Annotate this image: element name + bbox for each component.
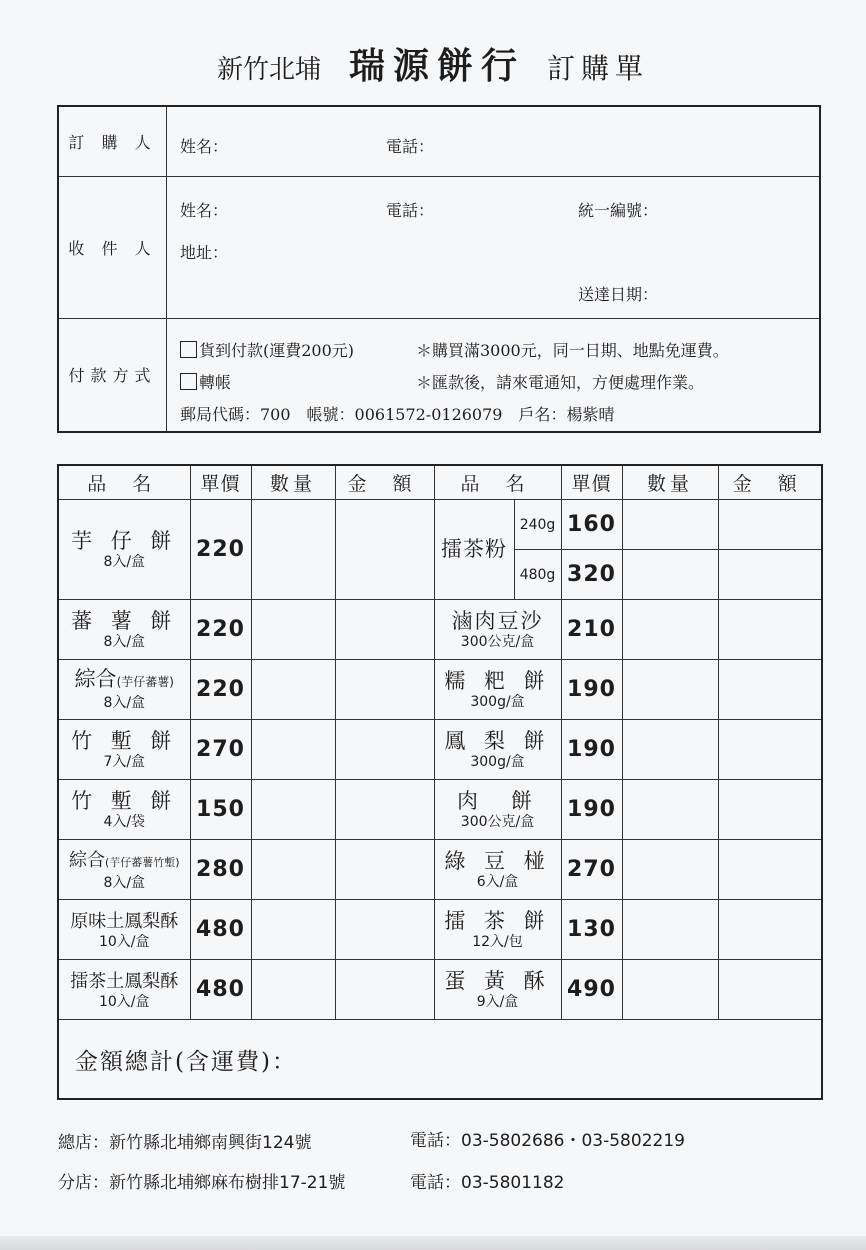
tax-id-label: 統一編號： [578,200,659,220]
product-cell [434,780,561,840]
product-package: 300g/盒 [470,693,525,710]
product-name: 肉 餅 [457,788,538,813]
product-name: 原味土鳳梨酥 [70,910,179,932]
product-cell [434,960,561,1020]
product-name: 擂 茶 餅 [444,908,551,933]
branch-store-phone: 電話：03-5801182 [410,1173,565,1193]
product-name: 竹 塹 餅 [71,728,178,753]
qty-input[interactable] [622,840,718,900]
delivery-date-label: 送達日期： [578,284,659,304]
amount-input[interactable] [718,840,822,900]
qty-input[interactable] [622,720,718,780]
paper-bottom-edge [0,1236,866,1250]
product-name [59,667,190,695]
amount-input[interactable] [718,550,822,600]
product-cell [58,960,190,1020]
product-package: 6入/盒 [476,873,519,890]
document-name: 訂購單 [547,52,650,85]
product-name: 擂茶土鳳梨酥 [70,970,179,992]
product-cell [58,500,190,600]
transfer-label: 轉帳 [199,372,232,392]
branch-store-address: 分店：新竹縣北埔鄉麻布樹排17-21號 [58,1173,346,1193]
product-cell [58,840,190,900]
table-row [58,500,822,550]
product-package: 8入/盒 [103,695,146,711]
product-package: 300公克/盒 [460,633,535,650]
product-cell [58,900,190,960]
payment-fields [167,318,821,432]
product-cell [58,660,190,720]
product-price: 270 [190,720,251,780]
col-name-right: 品 名 [434,465,561,500]
payment-label: 付款方式 [58,318,167,432]
product-name: 蛋 黃 酥 [444,968,551,993]
product-name-note: (芋仔蕃薯) [116,675,174,689]
shop-name: 瑞源餅行 [348,46,525,87]
product-name: 擂茶粉 [441,537,507,561]
product-price: 490 [561,960,622,1020]
weight-option: 240g [514,500,561,550]
product-name: 糯 粑 餅 [444,668,551,693]
product-package: 300公克/盒 [460,813,535,830]
amount-input[interactable] [718,600,822,660]
product-cell [58,600,190,660]
main-store-info [58,1128,685,1153]
product-price: 190 [561,780,622,840]
product-price: 280 [190,840,251,900]
product-package: 9入/盒 [476,993,519,1010]
product-name-main: 綜合 [74,667,117,691]
orderer-fields[interactable] [167,106,821,176]
product-package: 10入/盒 [98,933,150,950]
product-package: 10入/盒 [98,993,150,1010]
qty-input[interactable] [251,720,335,780]
col-qty-left: 數量 [251,465,335,500]
product-package: 8入/盒 [103,633,146,650]
product-name: 鳳 梨 餅 [444,728,551,753]
product-package: 8入/盒 [103,874,146,891]
qty-input[interactable] [251,840,335,900]
product-name: 滷肉豆沙 [451,608,544,633]
product-price: 210 [561,600,622,660]
qty-input[interactable] [251,900,335,960]
table-row [58,840,822,900]
product-price: 150 [190,780,251,840]
qty-input[interactable] [622,780,718,840]
product-name: 芋 仔 餅 [71,528,178,553]
col-price-right: 單價 [561,465,622,500]
product-package: 4入/袋 [103,813,146,830]
product-price: 480 [190,960,251,1020]
product-price: 130 [561,900,622,960]
table-row [58,720,822,780]
product-table [57,464,823,1100]
product-package: 300g/盒 [470,753,525,770]
qty-input[interactable] [622,500,718,550]
product-price: 190 [561,660,622,720]
amount-input[interactable] [718,960,822,1020]
product-cell [434,720,561,780]
bank-account-info: 郵局代碼：700 帳號：0061572-0126079 戶名：楊紫晴 [180,404,615,424]
qty-input[interactable] [622,900,718,960]
product-price: 160 [561,500,622,550]
product-name-main: 綜合 [68,849,105,871]
product-package: 7入/盒 [103,753,146,770]
table-row [58,900,822,960]
product-cell [434,660,561,720]
transfer-checkbox[interactable] [180,373,197,390]
branch-store-info [58,1168,565,1193]
product-price: 220 [190,500,251,600]
title-prefix: 新竹北埔 [216,55,321,85]
qty-input[interactable] [251,600,335,660]
product-price: 220 [190,660,251,720]
total-label: 金額總計(含運費)： [75,1048,297,1075]
main-store-address: 總店：新竹縣北埔鄉南興街124號 [58,1133,312,1153]
product-price: 320 [561,550,622,600]
amount-input[interactable] [335,720,434,780]
product-price: 220 [190,600,251,660]
qty-input[interactable] [251,500,335,600]
free-shipping-note: ＊購買滿3000元，同一日期、地點免運費。 [416,340,729,360]
amount-input[interactable] [718,900,822,960]
product-name: 綠 豆 椪 [444,848,551,873]
main-store-phone: 電話：03-5802686・03-5802219 [410,1131,685,1151]
address-label: 地址： [180,242,229,262]
amount-input[interactable] [335,960,434,1020]
col-amount-left: 金 額 [335,465,434,500]
product-name-note: (芋仔蕃薯竹塹) [104,855,180,869]
transfer-note: ＊匯款後，請來電通知，方便處理作業。 [416,372,705,392]
product-cell [434,500,514,600]
product-package: 8入/盒 [103,553,146,570]
recipient-label: 收 件 人 [58,176,167,318]
product-name [59,848,190,875]
product-cell [58,720,190,780]
col-price-left: 單價 [190,465,251,500]
weight-option: 480g [514,550,561,600]
product-cell [58,780,190,840]
product-cell [434,900,561,960]
product-price: 270 [561,840,622,900]
cod-label: 貨到付款(運費200元) [199,340,355,360]
recipient-fields[interactable] [167,176,821,318]
product-cell [434,840,561,900]
qty-input[interactable] [251,660,335,720]
col-qty-right: 數量 [622,465,718,500]
amount-input[interactable] [718,780,822,840]
amount-input[interactable] [335,780,434,840]
table-row [58,780,822,840]
amount-input[interactable] [335,500,434,600]
table-row [58,960,822,1020]
orderer-name-label: 姓名： [180,137,229,156]
qty-input[interactable] [622,550,718,600]
total-row [58,1020,822,1100]
amount-input[interactable] [335,840,434,900]
amount-input[interactable] [718,500,822,550]
amount-input[interactable] [335,660,434,720]
recipient-phone-label: 電話： [386,200,435,220]
qty-input[interactable] [622,960,718,1020]
product-price: 190 [561,720,622,780]
qty-input[interactable] [251,960,335,1020]
amount-input[interactable] [335,900,434,960]
cod-option[interactable] [180,338,354,361]
recipient-name-label: 姓名： [180,200,229,220]
product-name: 竹 塹 餅 [71,788,178,813]
table-row [58,660,822,720]
qty-input[interactable] [622,600,718,660]
amount-input[interactable] [718,720,822,780]
amount-input[interactable] [335,600,434,660]
cod-checkbox[interactable] [180,341,197,358]
orderer-label: 訂 購 人 [58,106,167,176]
product-name: 蕃 薯 餅 [71,608,178,633]
product-cell [434,600,561,660]
qty-input[interactable] [251,780,335,840]
product-price: 480 [190,900,251,960]
page-title [0,38,866,89]
col-amount-right: 金 額 [718,465,822,500]
product-package: 12入/包 [472,933,523,950]
amount-input[interactable] [718,660,822,720]
orderer-phone-label: 電話： [386,137,435,156]
col-name-left: 品 名 [58,465,190,500]
table-row [58,600,822,660]
qty-input[interactable] [622,660,718,720]
customer-info-table [57,105,821,433]
transfer-option[interactable] [180,370,231,393]
total-field[interactable] [58,1020,822,1100]
